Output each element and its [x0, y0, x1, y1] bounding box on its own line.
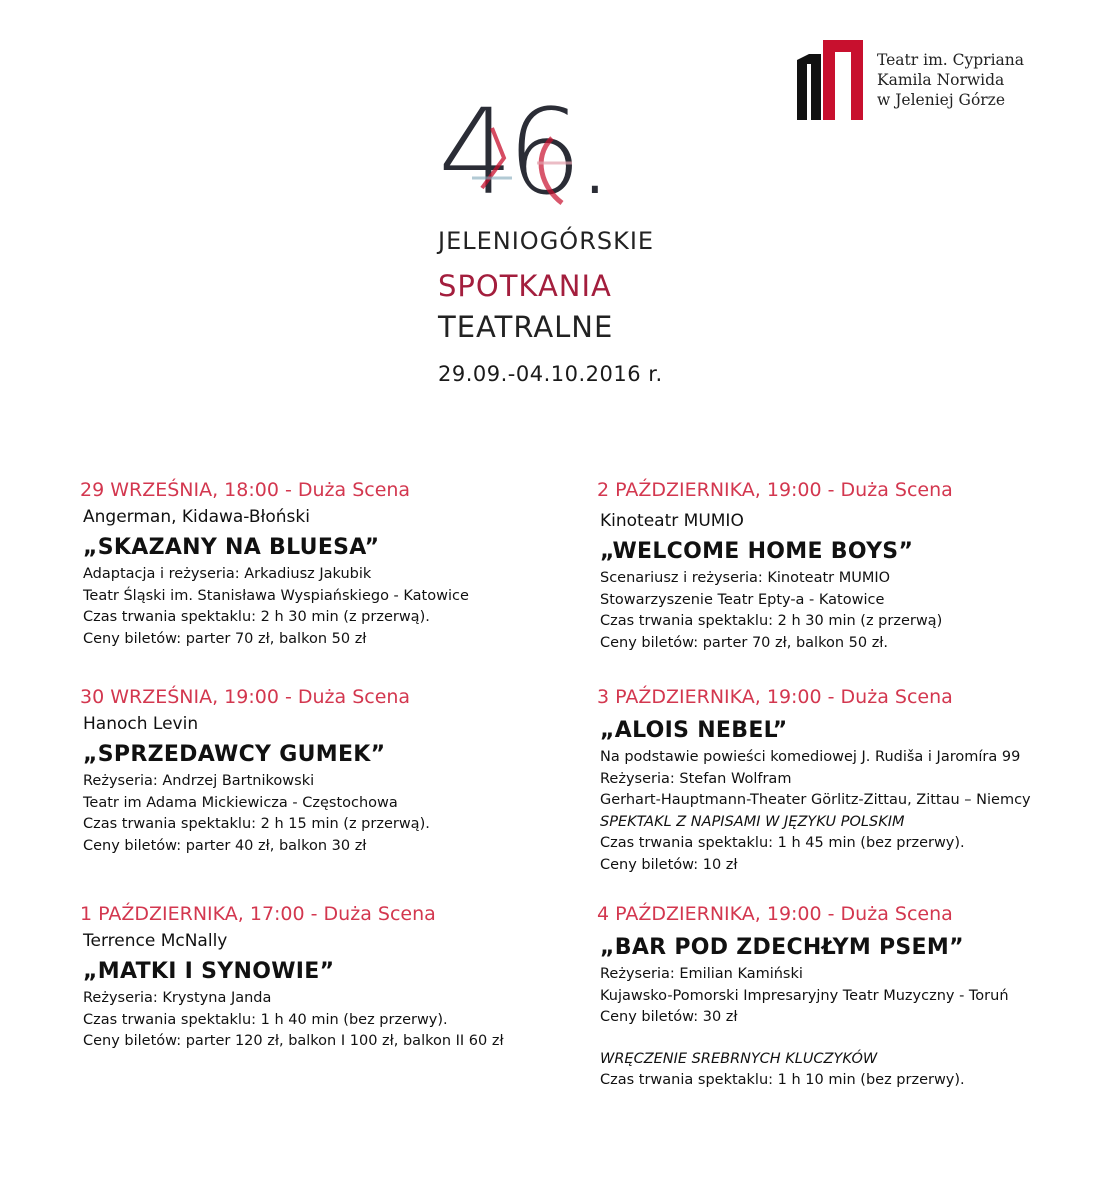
event-detail-line: Ceny biletów: 30 zł — [600, 1009, 738, 1025]
festival-name-line2: SPOTKANIA — [438, 269, 612, 303]
event-detail-line: Czas trwania spektaklu: 2 h 15 min (z przerwą). — [83, 816, 430, 832]
event-date-venue: 1 PAŹDZIERNIKA, 17:00 - Duża Scena — [80, 903, 436, 925]
theatre-logo-mark — [793, 38, 863, 124]
event-title: „MATKI I SYNOWIE” — [83, 959, 335, 984]
event-detail-line: Ceny biletów: parter 70 zł, balkon 50 zł — [83, 630, 367, 647]
event-date-venue: 30 WRZEŚNIA, 19:00 - Duża Scena — [80, 686, 411, 708]
event-detail-line: Ceny biletów: parter 40 zł, balkon 30 zł — [83, 837, 367, 854]
theatre-name-line: Kamila Norwida — [877, 71, 1005, 89]
edition-digits: 46 — [438, 83, 577, 221]
event-detail-line: Stowarzyszenie Teatr Epty-a - Katowice — [600, 591, 885, 608]
event-item — [597, 478, 1067, 654]
event-detail-line: Czas trwania spektaklu: 2 h 30 min (z przerwą) — [600, 613, 943, 629]
event-details — [597, 568, 1067, 654]
festival-name-line3: TEATRALNE — [438, 310, 614, 344]
edition-number-pattern — [452, 118, 592, 218]
theatre-name-line: w Jeleniej Górze — [877, 91, 1006, 109]
event-detail-line: Reżyseria: Krystyna Janda — [83, 990, 272, 1006]
award-ceremony-note: WRĘCZENIE SREBRNYCH KLUCZYKÓW — [600, 1050, 878, 1067]
event-detail-line: Czas trwania spektaklu: 1 h 40 min (bez przerwy). — [83, 1011, 448, 1028]
event-detail-line: Reżyseria: Stefan Wolfram — [600, 770, 792, 787]
event-detail-line: Teatr Śląski im. Stanisława Wyspiańskiego - Katowice — [83, 587, 469, 604]
event-author: Kinoteatr MUMIO — [600, 511, 744, 531]
event-detail-line: Na podstawie powieści komediowej J. Rudiša i Jaromíra 99 — [600, 749, 1021, 765]
event-details — [80, 564, 550, 650]
event-detail-line: Ceny biletów: parter 70 zł, balkon 50 zł. — [600, 634, 889, 651]
event-author: Hanoch Levin — [83, 714, 199, 734]
event-title: „SKAZANY NA BLUESA” — [83, 535, 380, 560]
event-details — [80, 771, 550, 857]
event-date-venue: 3 PAŹDZIERNIKA, 19:00 - Duża Scena — [597, 686, 953, 708]
event-extra — [597, 1049, 1067, 1092]
event-title: „WELCOME HOME BOYS” — [600, 539, 914, 564]
event-title: „ALOIS NEBEL” — [600, 718, 788, 743]
event-detail-line: Ceny biletów: parter 120 zł, balkon I 100 zł, balkon II 60 zł — [83, 1033, 504, 1049]
event-item — [597, 902, 1067, 1092]
event-title: „SPRZEDAWCY GUMEK” — [83, 742, 386, 767]
event-detail-line: Teatr im Adama Mickiewicza - Częstochowa — [83, 794, 398, 811]
event-item — [597, 685, 1067, 876]
event-date-venue: 4 PAŹDZIERNIKA, 19:00 - Duża Scena — [597, 903, 953, 925]
festival-name-line1: JELENIOGÓRSKIE — [438, 227, 655, 255]
event-detail-line: Ceny biletów: 10 zł — [600, 856, 738, 873]
event-detail-line: Kujawsko-Pomorski Impresaryjny Teatr Muzyczny - Toruń — [600, 987, 1009, 1004]
event-detail-line: Czas trwania spektaklu: 2 h 30 min (z przerwą). — [83, 609, 430, 625]
event-item — [80, 478, 550, 650]
event-details — [597, 747, 1067, 876]
event-detail-line: Gerhart-Hauptmann-Theater Görlitz-Zittau, Zittau – Niemcy — [600, 792, 1031, 808]
event-detail-line: Adaptacja i reżyseria: Arkadiusz Jakubik — [83, 566, 372, 582]
edition-dot: . — [576, 83, 608, 221]
event-author: Terrence McNally — [83, 931, 228, 951]
theatre-name — [877, 50, 1024, 110]
event-detail-line: Czas trwania spektaklu: 1 h 10 min (bez przerwy). — [600, 1072, 965, 1088]
event-title: „BAR POD ZDECHŁYM PSEM” — [600, 935, 964, 960]
event-subtitles-note: SPEKTAKL Z NAPISAMI W JĘZYKU POLSKIM — [600, 813, 905, 830]
event-date-venue: 2 PAŹDZIERNIKA, 19:00 - Duża Scena — [597, 479, 953, 501]
event-detail-line: Reżyseria: Emilian Kamiński — [600, 966, 803, 982]
event-details — [597, 964, 1067, 1029]
theatre-name-line: Teatr im. Cypriana — [877, 51, 1024, 69]
event-date-venue: 29 WRZEŚNIA, 18:00 - Duża Scena — [80, 479, 411, 501]
event-item — [80, 902, 550, 1053]
event-detail-line: Czas trwania spektaklu: 1 h 45 min (bez przerwy). — [600, 835, 965, 851]
event-detail-line: Scenariusz i reżyseria: Kinoteatr MUMIO — [600, 570, 891, 586]
event-item — [80, 685, 550, 857]
event-detail-line: Reżyseria: Andrzej Bartnikowski — [83, 773, 315, 789]
event-details — [80, 988, 550, 1053]
event-author: Angerman, Kidawa-Błoński — [83, 507, 310, 527]
festival-dates: 29.09.-04.10.2016 r. — [438, 362, 663, 386]
theatre-logo — [793, 38, 1043, 128]
